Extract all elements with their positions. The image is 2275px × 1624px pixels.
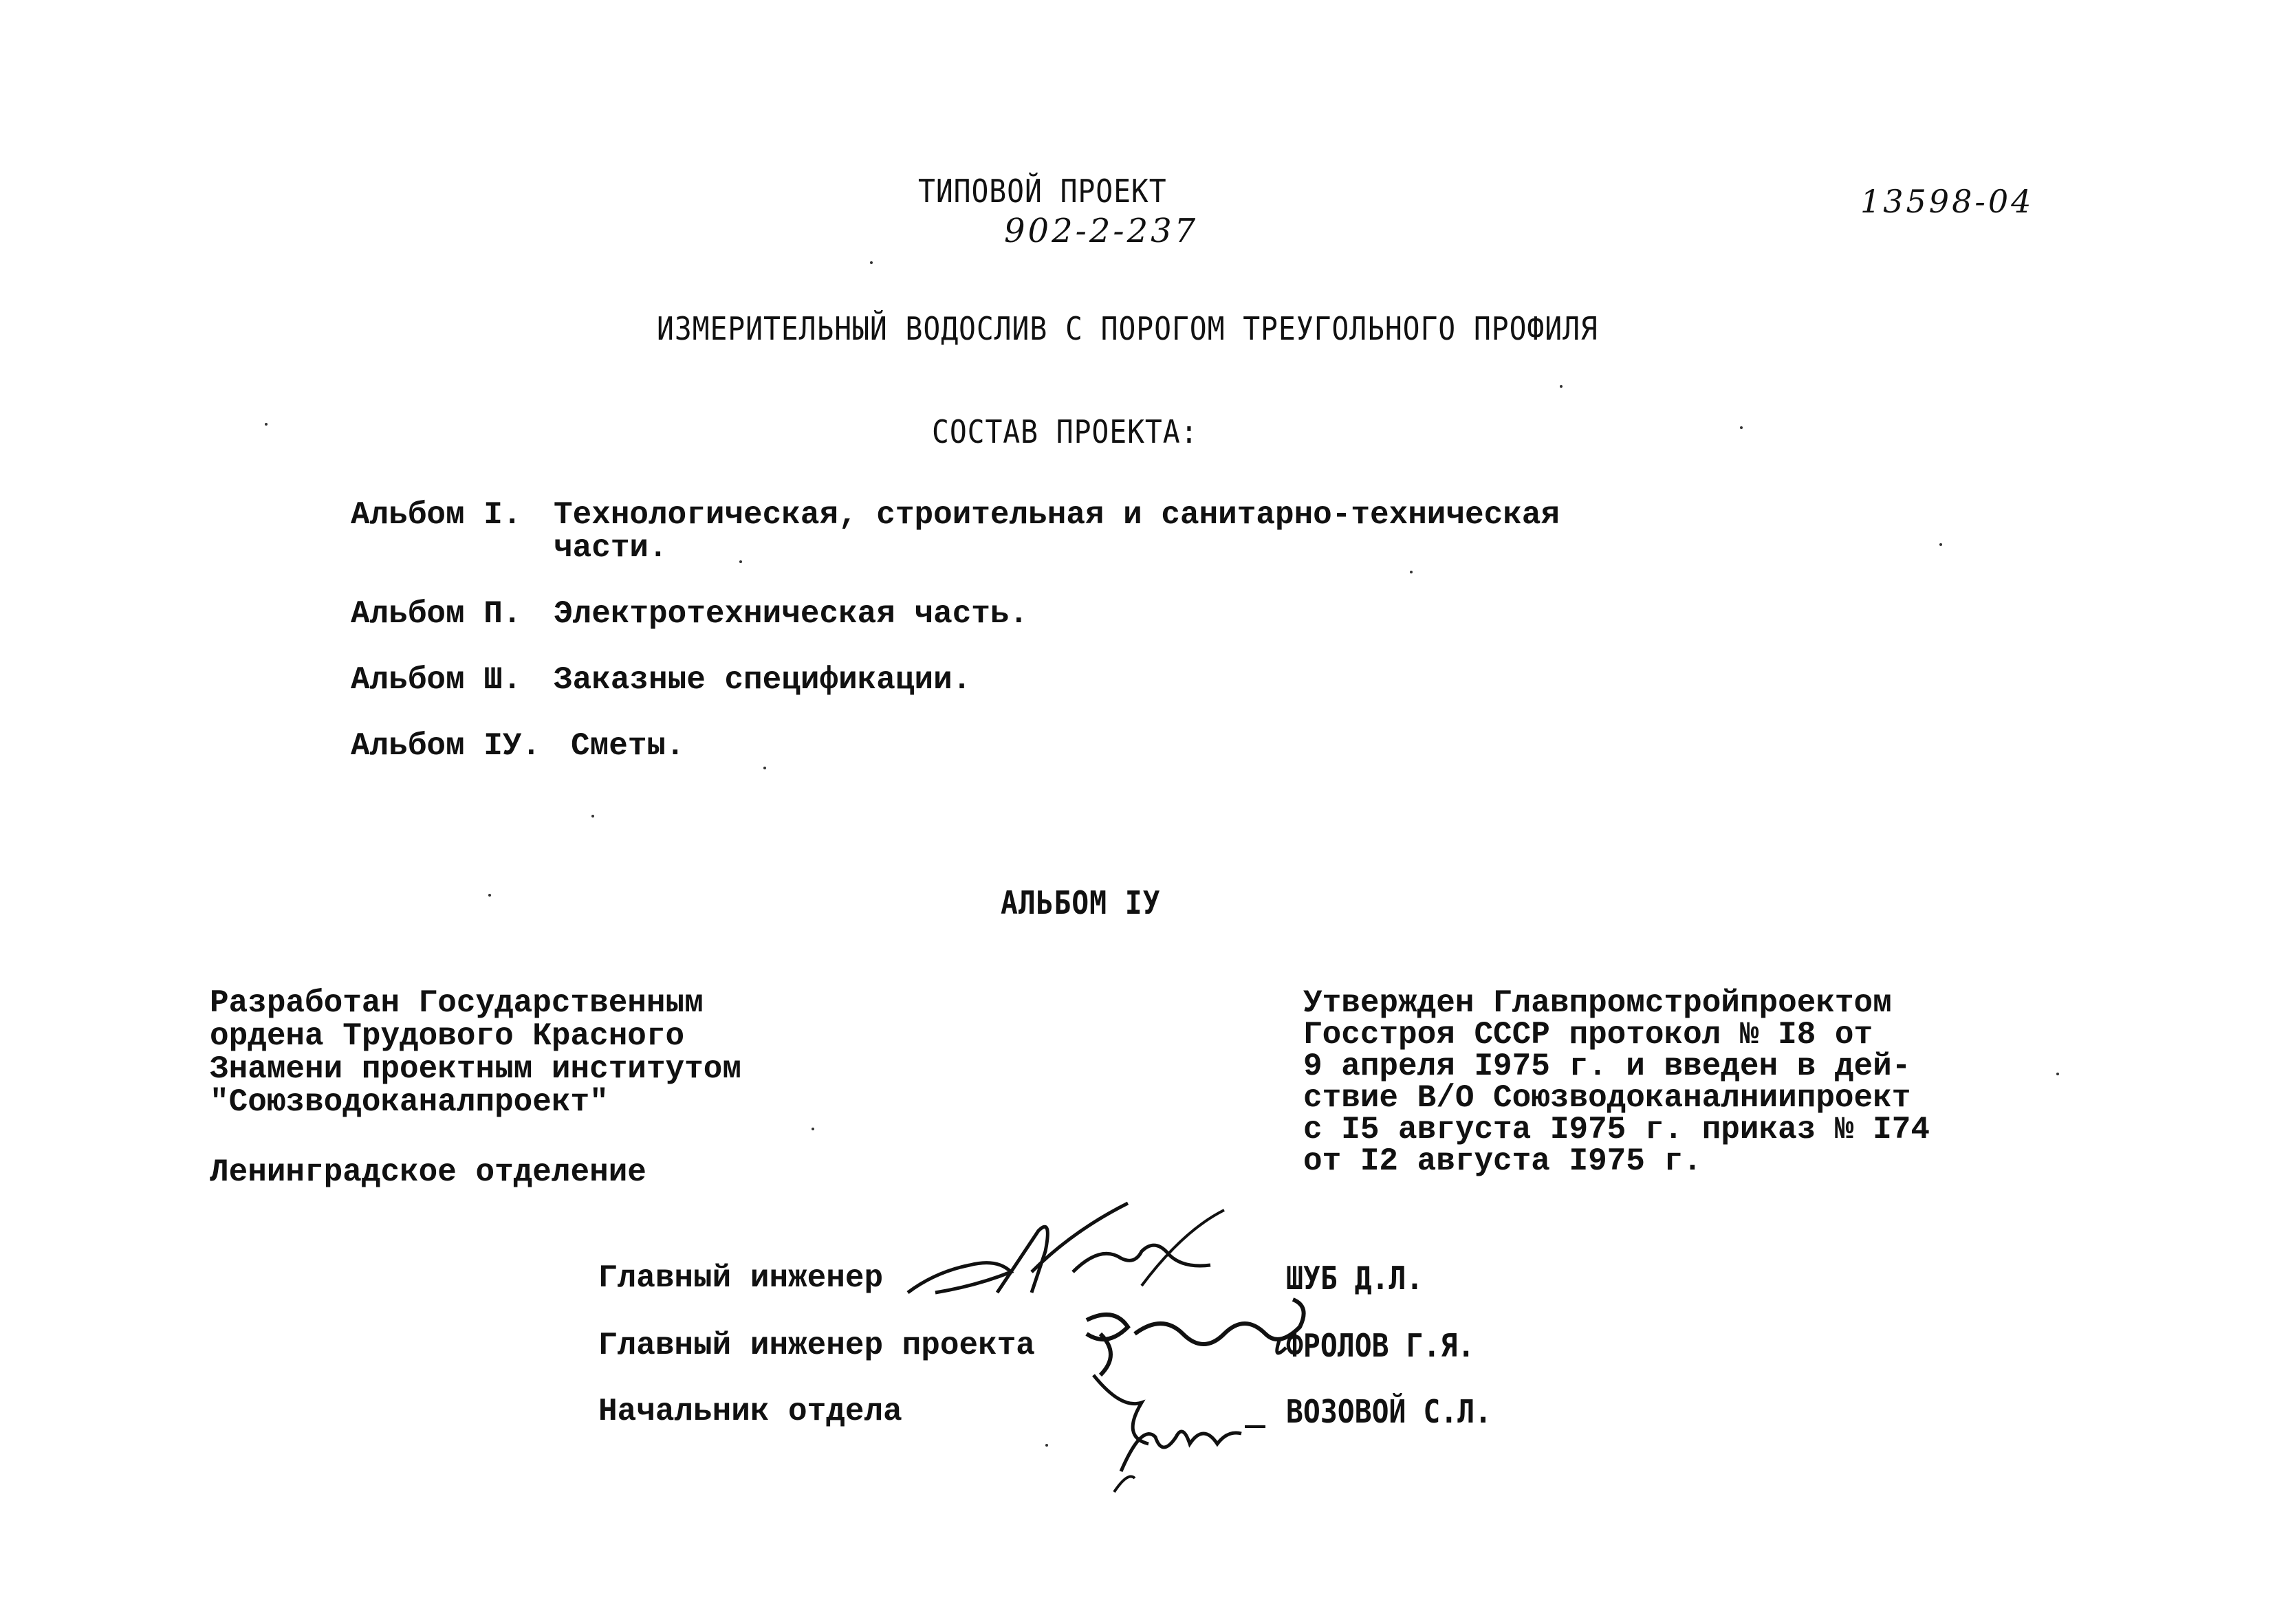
scan-speck	[1045, 1444, 1048, 1447]
signature-department-head	[1080, 1368, 1272, 1499]
album-1-text: Технологическая, строительная и санитарно-техническая	[554, 497, 1560, 533]
album-1-text-cont: части.	[554, 530, 668, 566]
approved-line: Госстроя СССР протокол № I8 от	[1303, 1017, 1873, 1053]
album-4-label: Альбом IУ.	[351, 728, 541, 764]
album-heading: АЛЬБОМ IУ	[1001, 884, 1161, 921]
signatory-name: ВОЗОВОЙ С.Л.	[1286, 1393, 1492, 1430]
developed-line: Разработан Государственным	[210, 985, 704, 1021]
project-subject: ИЗМЕРИТЕЛЬНЫЙ ВОДОСЛИВ С ПОРОГОМ ТРЕУГОЛЬНОГО ПРОФИЛЯ	[657, 310, 1598, 347]
developed-line: ордена Трудового Красного	[210, 1018, 685, 1054]
album-1-label: Альбом I.	[351, 497, 522, 533]
album-2-label: Альбом П.	[351, 596, 522, 632]
developed-line: Знамени проектным институтом	[210, 1051, 741, 1087]
approved-line: 9 апреля I975 г. и введен в дей-	[1303, 1049, 1911, 1084]
developed-line: "Союзводоканалпроект"	[210, 1084, 609, 1120]
approved-line: Утвержден Главпромстройпроектом	[1303, 985, 1892, 1021]
branch-name: Ленинградское отделение	[210, 1154, 646, 1190]
album-4-text: Сметы.	[571, 728, 685, 764]
signatory-name: ШУБ Д.Л.	[1286, 1260, 1424, 1297]
scan-speck	[591, 815, 594, 818]
scan-speck	[812, 1128, 814, 1130]
scan-speck	[1939, 543, 1942, 546]
signatory-role: Главный инженер	[598, 1260, 884, 1296]
album-3-text: Заказные спецификации.	[554, 662, 972, 698]
document-code: 13598-04	[1860, 183, 2034, 220]
scan-speck	[870, 261, 873, 264]
album-3-label: Альбом Ш.	[351, 662, 522, 698]
scan-speck	[265, 423, 268, 426]
scan-speck	[739, 560, 742, 563]
approved-line: от I2 августа I975 г.	[1303, 1143, 1702, 1179]
approved-line: ствие В/О Союзводоканалниипроект	[1303, 1080, 1911, 1116]
scan-speck	[763, 767, 766, 769]
signatory-role: Главный инженер проекта	[598, 1328, 1035, 1363]
scan-speck	[1410, 571, 1413, 573]
scan-speck	[2056, 1073, 2059, 1075]
signatory-name: ФРОЛОВ Г.Я.	[1286, 1327, 1475, 1364]
album-2-text: Электротехническая часть.	[554, 596, 1029, 632]
signatory-role: Начальник отдела	[598, 1394, 902, 1429]
composition-heading: СОСТАВ ПРОЕКТА:	[932, 413, 1199, 450]
document-title: ТИПОВОЙ ПРОЕКТ	[918, 173, 1167, 210]
scan-speck	[1740, 426, 1743, 429]
scan-speck	[1560, 385, 1563, 388]
scan-speck	[488, 894, 491, 897]
signature-chief-engineer	[894, 1189, 1252, 1306]
project-number: 902-2-237	[1004, 212, 1199, 250]
approved-line: с I5 августа I975 г. приказ № I74	[1303, 1112, 1930, 1148]
